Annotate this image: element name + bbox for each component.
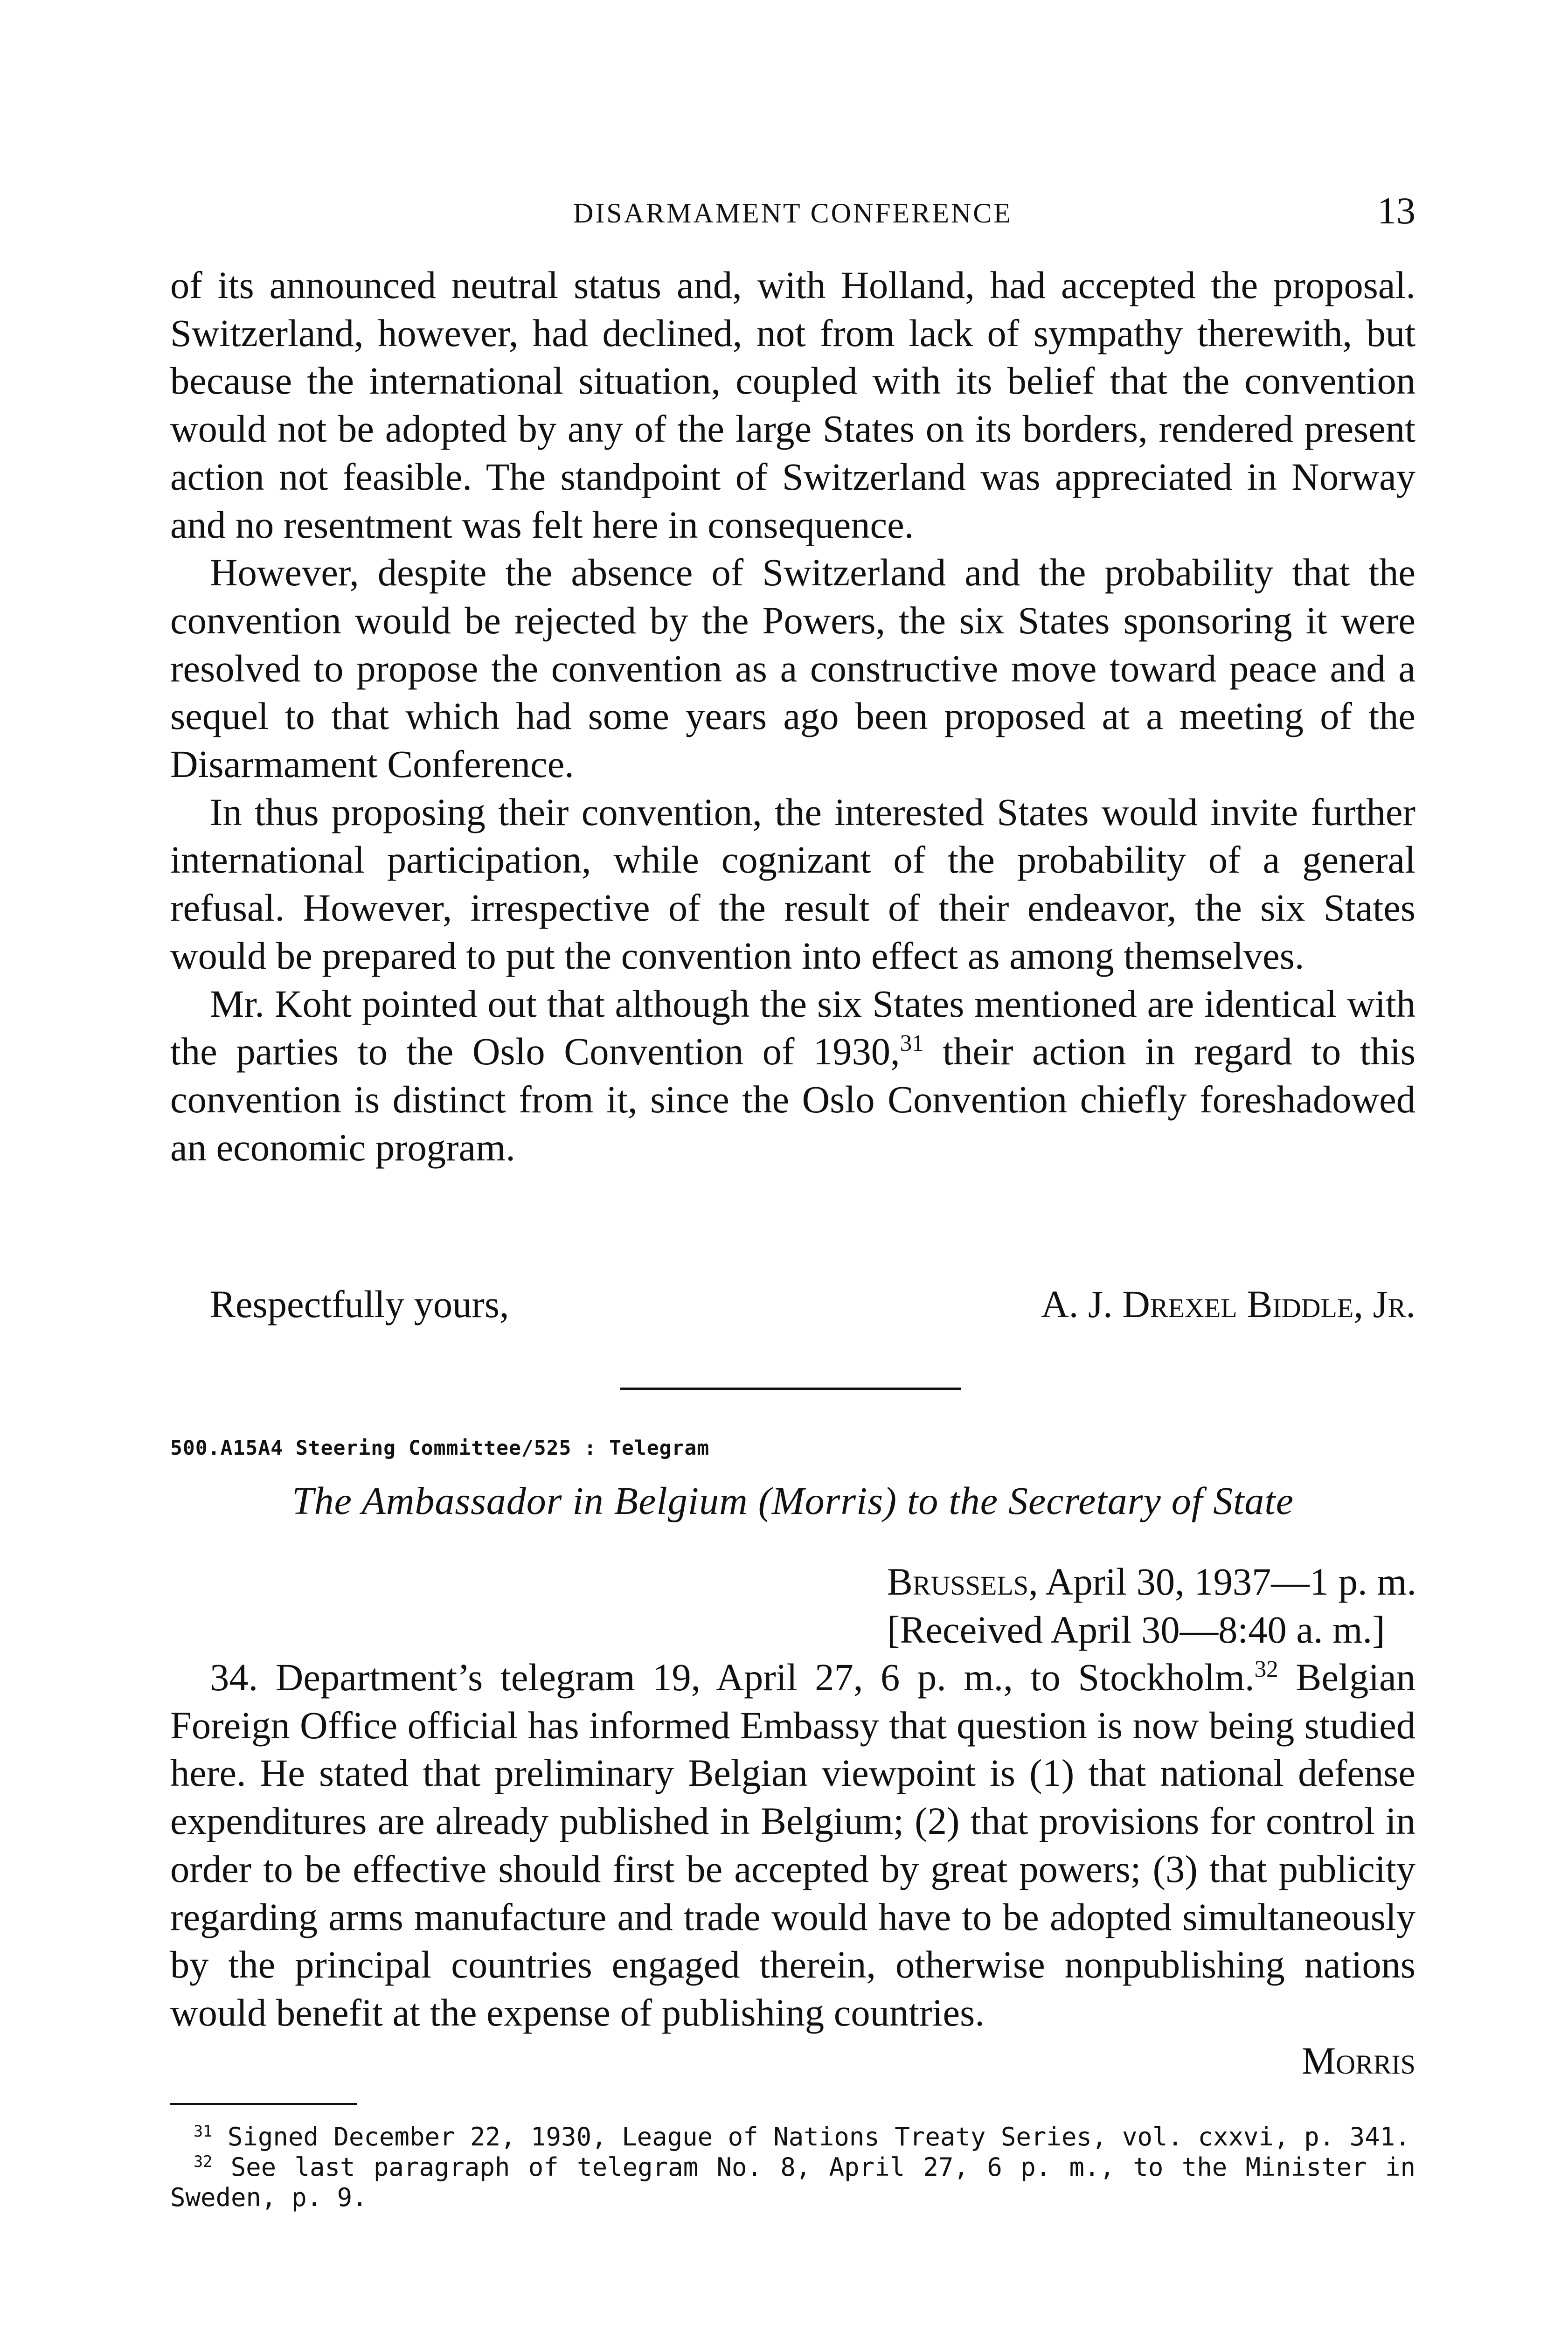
page-number: 13 [1377,189,1415,232]
letter-paragraph-4 [170,980,1415,1172]
footnote-32 [170,2152,1415,2213]
place: Brussels [887,1560,1029,1603]
telegram-body [170,1653,1415,2084]
telegram-text-before: 34. Department’s telegram 19, April 27, 6 p. m., to Stockholm. [210,1656,1255,1699]
koht-text-before: Mr. Koht pointed out that although the six States mentioned are identical with the parties to the Oslo Convention of 1930, [170,982,1415,1073]
footnote-marker-31: 31 [194,2122,213,2140]
footnote-text-32: See last paragraph of telegram No. 8, April 27, 6 p. m., to the Minister in Sweden, p. 9. [170,2152,1415,2212]
letter-paragraph-3: In thus proposing their convention, the interested States would invite further international participation, while cognizant of the probability of a general refusal. However, irrespective of the result of their endeavor, the six States would be prepared to put the convention into effect as among themselves. [170,790,1415,977]
telegram-signature: Morris [1301,2039,1415,2082]
signer-name: A. J. Drexel Biddle, Jr. [1041,1283,1415,1326]
telegram-text-after: Belgian Foreign Office official has informed Embassy that question is now being studied here. He stated that preliminary Belgian viewpoint is (1) that national defense expenditures are already published in Belgium; (2) that provisions for control in order to be effective should first be accepted by great powers; (3) that publicity regarding arms manufacture and trade would have to be adopted simultaneously by the principal countries engaged therein, otherwise nonpublishing nations would benefit at the expense of publishing countries. [170,1656,1415,2034]
footnotes [170,2122,1415,2213]
document-heading: The Ambassador in Belgium (Morris) to the Secretary of State [291,1479,1294,1523]
letter-closing [170,1280,1415,1328]
footnote-text-31: Signed December 22, 1930, League of Nations Treaty Series, vol. cxxvi, p. 341. [212,2122,1410,2152]
footnote-marker-32: 32 [194,2152,213,2171]
letter-paragraph-2: However, despite the absence of Switzerland and the probability that the convention would be rejected by the Powers, the six States sponsoring it were resolved to propose the convention as a constructive move toward peace and a sequel to that which had some years ago been proposed at a meeting of the Disarmament Conference. [170,551,1415,786]
received-line: [Received April 30—8:40 a. m.] [887,1608,1385,1651]
footnote-rule [170,2103,357,2105]
section-divider [620,1388,961,1390]
file-reference: 500.A15A4 Steering Committee/525 : Telegram [170,1437,710,1460]
footnote-ref-32: 32 [1254,1656,1278,1683]
dateline [887,1558,1416,1653]
running-title: DISARMAMENT CONFERENCE [573,198,1013,229]
letter-paragraph-1: of its announced neutral status and, with Holland, had accepted the proposal. Switzerland, however, had declined, not from lack of sympathy therewith, but because the international situation, coupled with its belief that the convention would not be adopted by any of the large States on its borders, rendered present action not feasible. The standpoint of Switzerland was appreciated in Norway and no resentment was felt here in consequence. [170,264,1415,546]
koht-text-after: their action in regard to this convention is distinct from it, since the Oslo Convention chiefly foreshadowed an economic program. [170,1030,1415,1169]
letter-body [170,261,1415,1171]
date-time: , April 30, 1937—1 p. m. [1028,1560,1416,1603]
sent-line [887,1558,1416,1606]
telegram-paragraph [170,1653,1415,2037]
footnote-ref-31: 31 [900,1030,924,1057]
footnote-31 [170,2122,1415,2152]
salutation: Respectfully yours, [210,1283,509,1326]
telegram-signature-line [170,2037,1415,2085]
running-head [170,189,1415,240]
